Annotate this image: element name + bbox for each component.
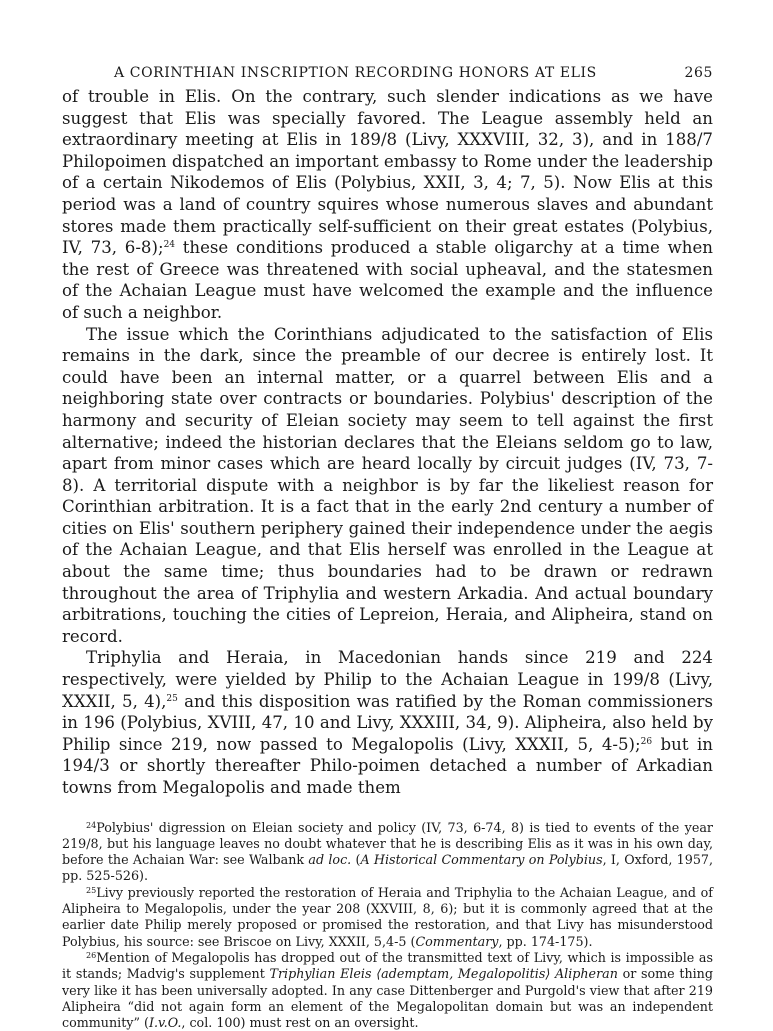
footnote-ref-25: 25 <box>166 693 178 704</box>
footnote-text: , I, Oxford, 1957, pp. 525-526). <box>62 852 713 884</box>
paragraph <box>62 324 713 648</box>
footnote-italic: I.v.O. <box>148 1015 182 1031</box>
footnote-text: , pp. 174-175). <box>498 933 593 949</box>
footnote-ref-26: 26 <box>640 736 653 747</box>
footnote-number: 26 <box>86 950 97 960</box>
footnote-text: Mention of Megalopolis has dropped out of the transmitted text of Livy, which is impossible as it stands; Madvig's supplement <box>62 949 713 982</box>
running-title: A CORINTHIAN INSCRIPTION RECORDING HONORS AT ELIS <box>114 65 597 81</box>
paragraph-text: The issue which the Corinthians adjudicated to the satisfaction of Elis remains in the dark, since the preamble of our decree is entirely lost. It could have been an internal matter, or a quarrel between Elis and a neighboring state over contracts or boundaries. Polybius' description of the harmony and security of Eleian society may seem to tell against the first alternative; indeed the historian declares that the Eleians seldom go to law, apart from minor cases which are heard locally by circuit judges (IV, 73, 7-8). A territorial dispute with a neighbor is by far the likeliest reason for Corinthian arbitration. It is a fact that in the early 2nd century a number of cities on Elis' southern periphery gained their independence under the aegis of the Achaian League, and that Elis herself was enrolled in the League at about the same time; thus boundaries had to be drawn or redrawn throughout the area of Triphylia and western Arkadia. And actual boundary arbitrations, touching the cities of Lepreion, Heraia, and Alipheira, stand on record. <box>62 324 713 646</box>
footnote-text: or some thing very like it has been universally adopted. In any case Dittenberger and Purgold's view that after 219 Alipheira “did not again form an element of the Megalopolitan domain but was an independent community” ( <box>62 966 713 1031</box>
paragraph <box>62 86 713 324</box>
footnote-25 <box>62 885 713 950</box>
page-number: 265 <box>684 65 713 81</box>
footnote-text: ( <box>351 852 361 868</box>
paragraph-text: of trouble in Elis. On the contrary, such slender indications as we have suggest that Elis was specially favored. The League assembly held an extraordinary meeting at Elis in 189/8 (Livy, XXXVIII, 32, 3), and in 188/7 Philopoimen dispatched an important embassy to Rome under the leadership of a certain Nikodemos of Elis (Polybius, XXII, 3, 4; 7, 5). Now Elis at this period was a land of country squires whose numerous slaves and abundant stores made them practically self-sufficient on their great estates (Polybius, IV, 73, 6-8); <box>62 87 713 258</box>
running-head <box>62 60 713 86</box>
footnote-number: 25 <box>86 885 97 895</box>
footnote-number: 24 <box>86 820 97 830</box>
footnote-text: , col. 100) must rest on an oversight. <box>181 1015 419 1031</box>
main-text <box>62 86 713 799</box>
footnote-26 <box>62 950 713 1031</box>
footnote-ref-24: 24 <box>163 240 176 251</box>
footnote-italic: A Historical Commentary on Polybius <box>360 852 603 868</box>
footnote-text: Livy previously reported the restoration of Heraia and Triphylia to the Achaian League, and of Alipheira to Megalopolis, under the year 208 (XXVIII, 8, 6); but it is commonly agreed that at the earlier date Philip merely proposed or promised the restoration, and that Livy has misunderstood Polybius, his source: see Briscoe on Livy, XXXII, 5,4-5 ( <box>62 884 713 949</box>
paragraph-text: and this disposition was ratified by the Roman commissioners in 196 (Polybius, XVIII, 47, 10 and Livy, XXXIII, 34, 9). Alipheira, also held by Philip since 219, now passed to Megalopolis (Livy, XXXII, 5, 4-5); <box>62 691 713 754</box>
footnote-text: Polybius' digression on Eleian society and policy (IV, 73, 6-74, 8) is tied to events of the year 219/8, but his language leaves no doubt whatever that he is describing Elis as it was in his own day, before the Achaian War: see Walbank <box>62 819 713 868</box>
footnote-italic: Triphylian Eleis ⟨ademptam, Megalopolitis⟩ Alipheran <box>269 966 618 982</box>
footnotes <box>62 820 713 1031</box>
paragraph <box>62 647 713 798</box>
footnote-italic: ad loc. <box>308 852 352 868</box>
footnote-24 <box>62 820 713 885</box>
paragraph-text: Triphylia and Heraia, in Macedonian hands since 219 and 224 respectively, were yielded by Philip to the Achaian League in 199/8 (Livy, XXXII, 5, 4), <box>62 648 713 711</box>
paragraph-text: but in 194/3 or shortly thereafter Philo-poimen detached a number of Arkadian towns from Megalopolis and made them <box>62 734 713 797</box>
page <box>62 60 713 1031</box>
footnote-italic: Commentary <box>415 933 499 949</box>
paragraph-text: these conditions produced a stable oligarchy at a time when the rest of Greece was threatened with social upheaval, and the statesmen of the Achaian League must have welcomed the example and the influence of such a neighbor. <box>62 238 713 322</box>
